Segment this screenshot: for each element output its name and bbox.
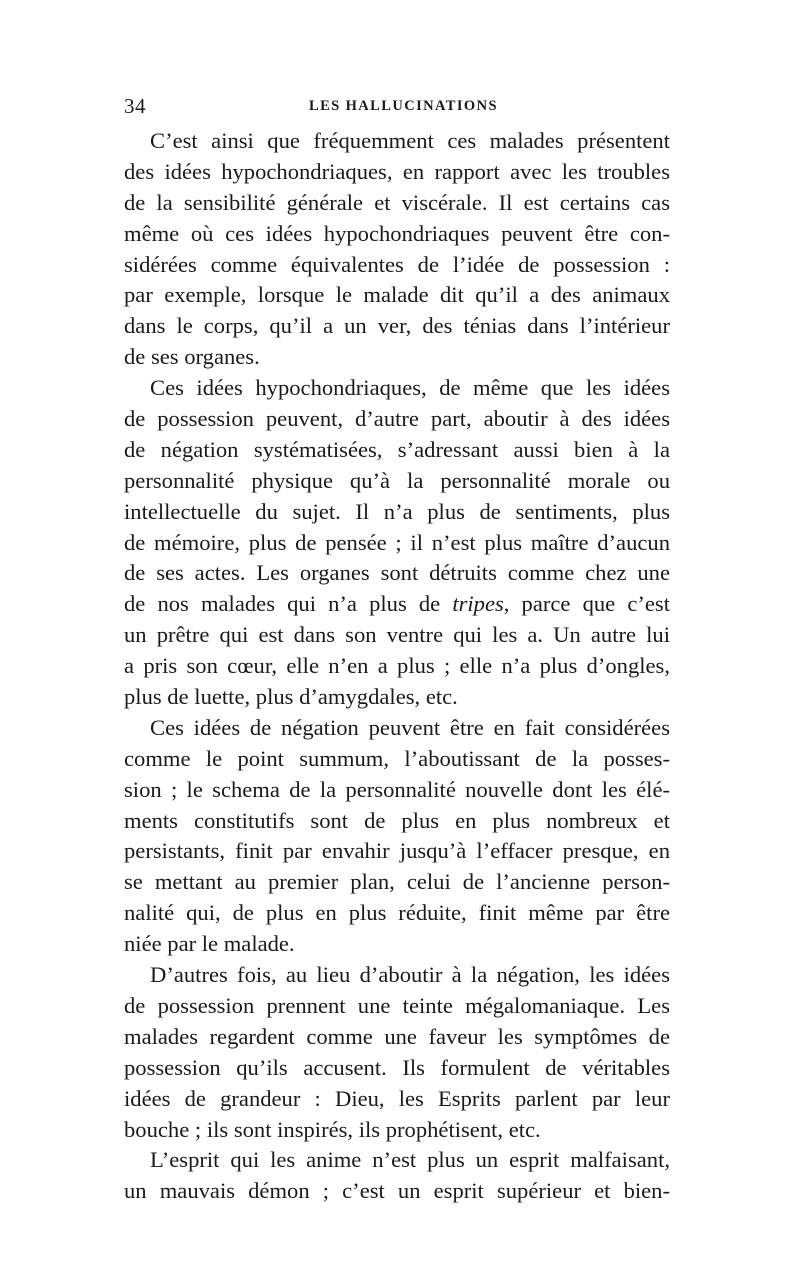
text-line: plus de luette, plus d’amygdales, etc. [124, 684, 458, 710]
text-line: malades regardent comme une faveur les symptômes de [124, 1023, 670, 1049]
text-line: par exemple, lorsque le malade dit qu’il a des animaux [124, 282, 670, 308]
text-line: possession qu’ils accusent. Ils formulent de véritables [124, 1054, 670, 1080]
text-line: de ses actes. Les organes sont détruits comme chez une [124, 560, 670, 586]
text-line: de négation systématisées, s’adressant aussi bien à la [124, 436, 670, 462]
text-line: comme le point summum, l’aboutissant de la posses- [124, 745, 670, 771]
running-head [124, 94, 670, 120]
text-line-with-italic [124, 589, 670, 620]
paragraph-5 [124, 1145, 670, 1207]
text-line: bouche ; ils sont inspirés, ils prophétisent, etc. [124, 1116, 541, 1142]
text-line: Ces idées de négation peuvent être en fait considérées [150, 714, 670, 740]
text-line: D’autres fois, au lieu d’aboutir à la négation, les idées [150, 962, 670, 988]
text-line: persistants, finit par envahir jusqu’à l’effacer presque, en [124, 838, 670, 864]
text-line: de ses organes. [124, 344, 260, 370]
text-line: nalité qui, de plus en plus réduite, finit même par être [124, 900, 670, 926]
text-line: L’esprit qui les anime n’est plus un esprit malfaisant, [150, 1147, 670, 1173]
text-line: des idées hypochondriaques, en rapport avec les troubles [124, 158, 670, 184]
text-segment: , parce que c’est [503, 591, 670, 617]
paragraph-3 [124, 713, 670, 960]
page-number: 34 [124, 94, 146, 118]
text-line: a pris son cœur, elle n’en a plus ; elle n’a plus d’ongles, [124, 653, 670, 679]
text-segment: de nos malades qui n’a plus de [124, 591, 453, 617]
text-line: sidérées comme équivalentes de l’idée de possession : [124, 251, 670, 277]
text-line: C’est ainsi que fréquemment ces malades présentent [150, 128, 670, 153]
text-line: sion ; le schema de la personnalité nouvelle dont les élé- [124, 776, 670, 802]
text-line: Ces idées hypochondriaques, de même que les idées [150, 375, 670, 401]
text-line: intellectuelle du sujet. Il n’a plus de sentiments, plus [124, 498, 670, 524]
text-line: de mémoire, plus de pensée ; il n’est plus maître d’aucun [124, 529, 670, 555]
text-line: de la sensibilité générale et viscérale. Il est certains cas [124, 189, 670, 215]
text-line: un mauvais démon ; c’est un esprit supérieur et bien- [124, 1178, 670, 1204]
text-line: idées de grandeur : Dieu, les Esprits parlent par leur [124, 1085, 670, 1111]
text-line: même où ces idées hypochondriaques peuvent être con- [124, 220, 670, 246]
text-line: de possession prennent une teinte mégalomaniaque. Les [124, 992, 670, 1018]
text-line: ments constitutifs sont de plus en plus nombreux et [124, 807, 670, 833]
paragraph-4 [124, 960, 670, 1145]
running-title: LES HALLUCINATIONS [309, 98, 498, 114]
text-line: niée par le malade. [124, 931, 295, 957]
text-line: se mettant au premier plan, celui de l’ancienne person- [124, 869, 670, 895]
text-line: un prêtre qui est dans son ventre qui les a. Un autre lui [124, 622, 670, 648]
italic-word: tripes [452, 591, 504, 617]
text-line: personnalité physique qu’à la personnalité morale ou [124, 467, 670, 493]
paragraph-2 [124, 373, 670, 713]
paragraph-1 [124, 126, 670, 373]
text-line: dans le corps, qu’il a un ver, des ténias dans l’intérieur [124, 313, 670, 339]
text-line: de possession peuvent, d’autre part, aboutir à des idées [124, 406, 670, 432]
body-text [124, 126, 670, 1207]
